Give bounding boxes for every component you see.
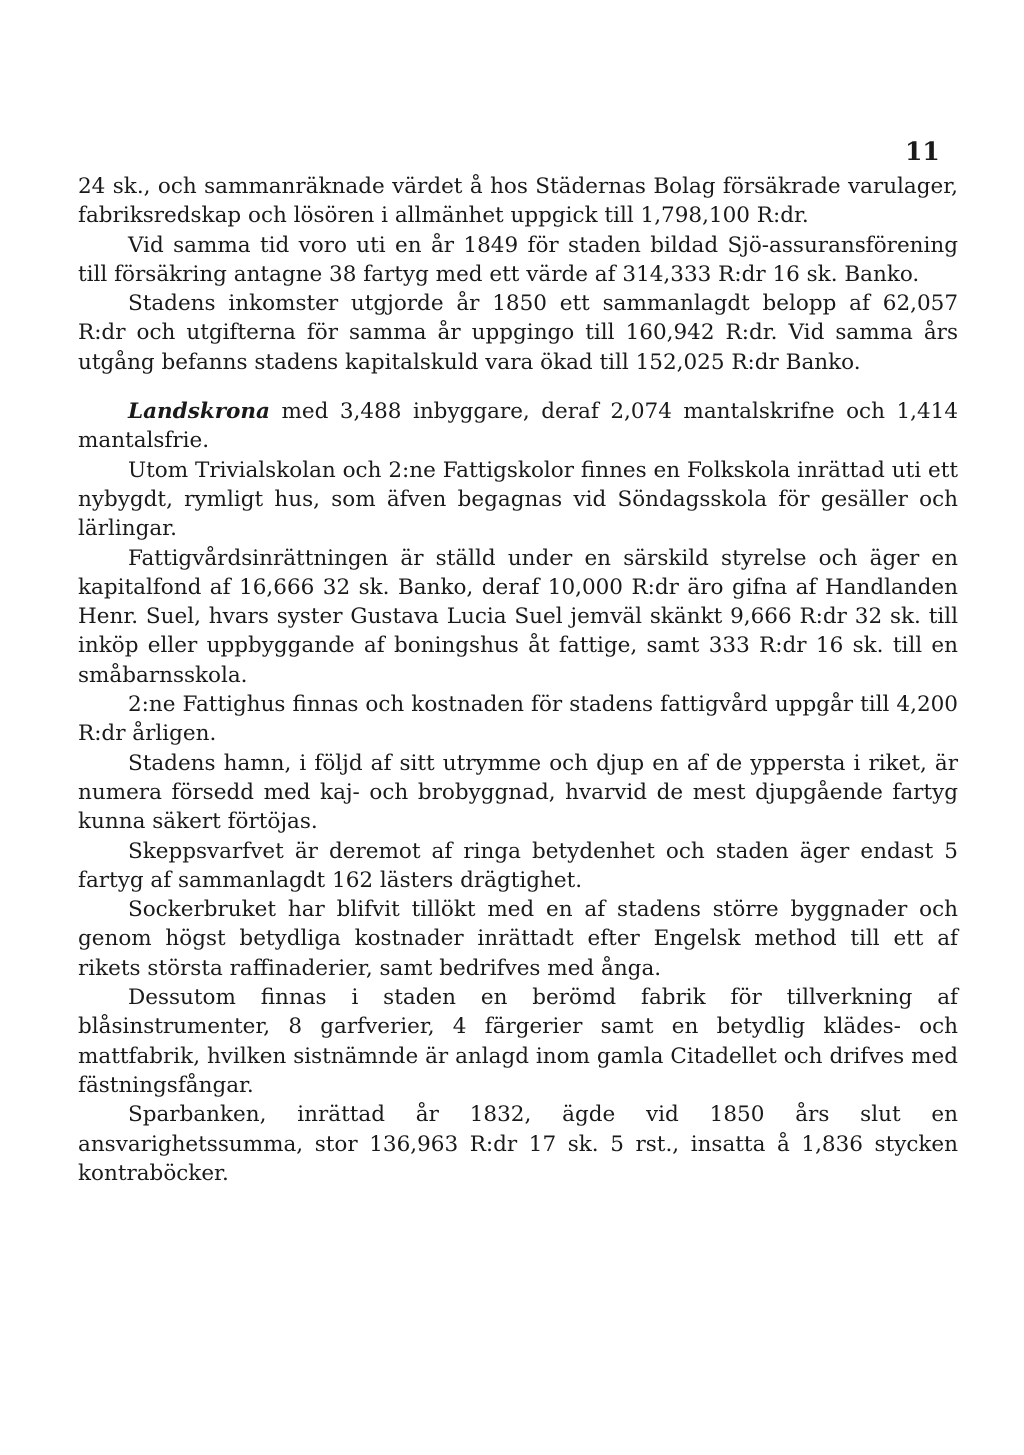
page-number: 11 [905,137,940,166]
paragraph-schools: Utom Trivialskolan och 2:ne Fattigskolor finnes en Folkskola inrättad uti ett nybygdt, rymligt hus, som äfven begagnas vid Söndagsskola för gesäller och lärlingar. [78,457,958,542]
paragraph-harbour: Stadens hamn, i följd af sitt utrymme och djup en af de yppersta i riket, är numera försedd med kaj- och brobyggnad, hvarvid de mest djupgående fartyg kunna säkert förtöjas. [78,750,958,835]
body-text [78,172,958,1188]
place-name: Landskrona [128,399,270,425]
paragraph-savings-bank: Sparbanken, inrättad år 1832, ägde vid 1850 års slut en ansvarighetssumma, stor 136,963 R:dr 17 sk. 5 rst., insatta å 1,836 stycken kontraböcker. [78,1102,958,1186]
population-text: med 3,488 inbyggare, deraf 2,074 mantalskrifne och 1,414 mantalsfrie. [78,399,958,454]
paragraph-poorhouses: 2:ne Fattighus finnas och kostnaden för stadens fattigvård uppgår till 4,200 R:dr årligen. [78,692,958,747]
paragraph-landskrona-population [78,397,958,456]
paragraph-factories: Dessutom finnas i staden en berömd fabrik för tillverkning af blåsinstrumenter, 8 garfverier, 4 färgerier samt en betydlig klädes- och mattfabrik, hvilken sistnämnde är anlagd inom gamla Citadellet och drifves med fästningsfångar. [78,985,958,1098]
paragraph-insurance-value: 24 sk., och sammanräknade värdet å hos Städernas Bolag försäkrade varulager, fabriksredskap och lösören i allmänhet uppgick till 1,798,100 R:dr. [78,174,958,229]
paragraph-city-finances: Stadens inkomster utgjorde år 1850 ett sammanlagdt belopp af 62,057 R:dr och utgifterna för samma år uppgingo till 160,942 R:dr. Vid samma års utgång befanns stadens kapitalskuld vara ökad till 152,025 R:dr Banko. [78,291,958,375]
paragraph-poor-relief: Fattigvårdsinrättningen är ställd under en särskild styrelse och äger en kapitalfond af 16,666 32 sk. Banko, deraf 10,000 R:dr äro gifna af Handlanden Henr. Suel, hvars syster Gustava Lucia Suel jemväl skänkt 9,666 R:dr 32 sk. till inköp eller uppbyggande af boningshus åt fattige, samt 333 R:dr 16 sk. till en småbarnsskola. [78,545,958,688]
paragraph-marine-insurance: Vid samma tid voro uti en år 1849 för staden bildad Sjö-assuransförening till försäkring antagne 38 fartyg med ett värde af 314,333 R:dr 16 sk. Banko. [78,232,958,287]
paragraph-sugar-refinery: Sockerbruket har blifvit tillökt med en af stadens större byggnader och genom högst betydliga kostnader inrättadt efter Engelsk method till ett af rikets största raffinaderier, samt bedrifves med ånga. [78,897,958,981]
paragraph-shipyard: Skeppsvarfvet är deremot af ringa betydenhet och staden äger endast 5 fartyg af sammanlagdt 162 lästers drägtighet. [78,838,958,893]
